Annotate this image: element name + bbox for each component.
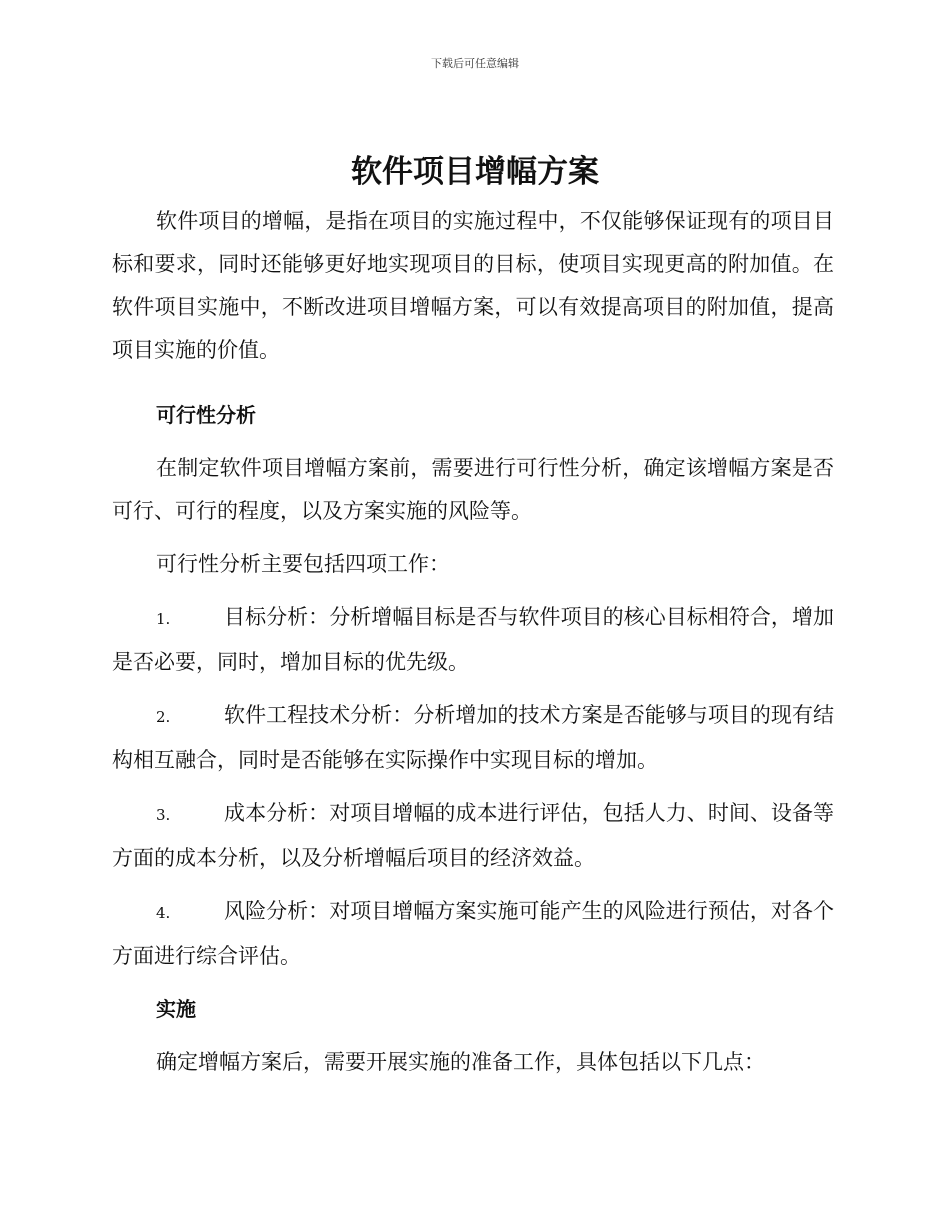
intro-paragraph: 软件项目的增幅，是指在项目的实施过程中，不仅能够保证现有的项目目标和要求，同时还能够更好地实现项目的目标，使项目实现更高的附加值。在软件项目实施中，不断改进项目增幅方案，可以有效提高项目的附加值，提高项目实施的价值。 [112, 209, 834, 362]
header-note: 下载后可任意编辑 [431, 57, 519, 70]
list-item [112, 694, 834, 782]
list-item-number: 2. [156, 708, 171, 726]
feasibility-paragraph: 在制定软件项目增幅方案前，需要进行可行性分析，确定该增幅方案是否可行、可行的程度，以及方案实施的风险等。 [112, 456, 834, 523]
list-item [112, 890, 834, 978]
document-title: 软件项目增幅方案 [351, 154, 599, 190]
document-body [112, 200, 834, 1094]
list-item-text: 风险分析：对项目增幅方案实施可能产生的风险进行预估，对各个方面进行综合评估。 [112, 899, 834, 968]
section-heading-implementation: 实施 [156, 997, 196, 1021]
implementation-paragraph: 确定增幅方案后，需要开展实施的准备工作，具体包括以下几点： [156, 1050, 765, 1074]
list-item-number: 1. [156, 610, 171, 628]
list-item-text: 目标分析：分析增幅目标是否与软件项目的核心目标相符合，增加是否必要，同时，增加目标的优先级。 [112, 605, 834, 674]
feasibility-lead: 可行性分析主要包括四项工作： [156, 552, 450, 576]
list-item-text: 软件工程技术分析：分析增加的技术方案是否能够与项目的现有结构相互融合，同时是否能够在实际操作中实现目标的增加。 [112, 703, 834, 772]
section-heading-feasibility: 可行性分析 [156, 403, 256, 427]
list-item [112, 596, 834, 684]
list-item [112, 792, 834, 880]
list-item-number: 4. [156, 904, 171, 922]
list-item-text: 成本分析：对项目增幅的成本进行评估，包括人力、时间、设备等方面的成本分析，以及分析增幅后项目的经济效益。 [112, 801, 834, 870]
list-item-number: 3. [156, 806, 171, 824]
